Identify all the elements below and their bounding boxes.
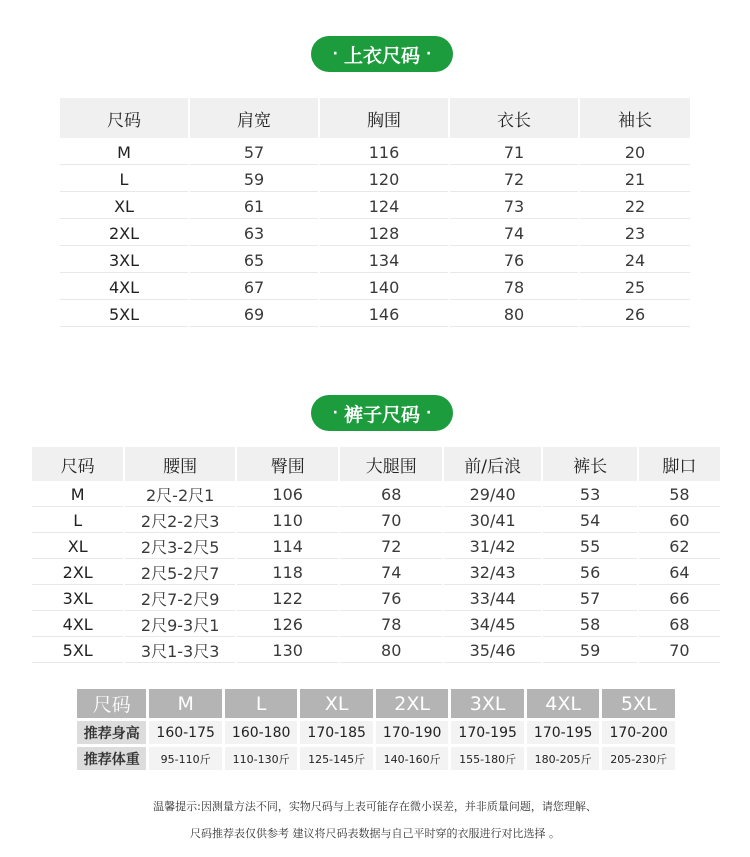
- size-cell: 3XL: [60, 248, 188, 273]
- size-cell: XL: [32, 535, 123, 559]
- table-cell: 35/46: [444, 639, 541, 663]
- table-cell: 106: [237, 483, 339, 507]
- table-cell: 31/42: [444, 535, 541, 559]
- table-cell: 20: [580, 140, 690, 165]
- column-header: 裤长: [543, 447, 636, 481]
- pants-size-title: 裤子尺码: [343, 403, 420, 426]
- table-cell: 68: [639, 613, 720, 637]
- table-cell: 126: [237, 613, 339, 637]
- table-cell: 130: [237, 639, 339, 663]
- table-cell: 134: [320, 248, 448, 273]
- table-cell: 54: [543, 509, 636, 533]
- table-cell: 110: [237, 509, 339, 533]
- pants-size-title-badge: [311, 395, 453, 431]
- table-cell: 80: [340, 639, 442, 663]
- height-cell: 170-190: [376, 721, 449, 744]
- table-cell: 25: [580, 275, 690, 300]
- size-cell: L: [32, 509, 123, 533]
- table-row: [60, 140, 690, 165]
- row-label: 推荐体重: [77, 747, 146, 770]
- pants-size-table: [30, 445, 722, 665]
- table-cell: 2尺9-3尺1: [125, 613, 235, 637]
- height-cell: 160-175: [149, 721, 222, 744]
- table-cell: 120: [320, 167, 448, 192]
- table-cell: 68: [340, 483, 442, 507]
- column-header: 臀围: [237, 447, 339, 481]
- table-cell: 2尺-2尺1: [125, 483, 235, 507]
- table-cell: 33/44: [444, 587, 541, 611]
- table-row: [60, 221, 690, 246]
- shirt-size-title: 上衣尺码: [343, 44, 420, 67]
- column-header: 尺码: [32, 447, 123, 481]
- column-header: 大腿围: [340, 447, 442, 481]
- table-cell: 2尺3-2尺5: [125, 535, 235, 559]
- size-cell: 5XL: [60, 302, 188, 327]
- size-cell: 3XL: [32, 587, 123, 611]
- table-row: [60, 248, 690, 273]
- table-cell: 78: [450, 275, 578, 300]
- column-header: 胸围: [320, 98, 448, 138]
- height-cell: 170-195: [527, 721, 600, 744]
- table-cell: 32/43: [444, 561, 541, 585]
- table-row: [32, 535, 720, 559]
- table-cell: 72: [450, 167, 578, 192]
- height-cell: 170-200: [602, 721, 675, 744]
- column-header: 前/后浪: [444, 447, 541, 481]
- table-row: [32, 509, 720, 533]
- table-cell: 70: [340, 509, 442, 533]
- size-header: 5XL: [602, 689, 675, 718]
- table-header-row: [60, 98, 690, 138]
- recommended-weight-row: [77, 747, 675, 770]
- table-cell: 128: [320, 221, 448, 246]
- table-cell: 76: [450, 248, 578, 273]
- size-cell: 2XL: [32, 561, 123, 585]
- table-cell: 2尺5-2尺7: [125, 561, 235, 585]
- recommended-height-row: [77, 721, 675, 744]
- height-cell: 160-180: [225, 721, 298, 744]
- weight-cell: 180-205斤: [527, 747, 600, 770]
- table-cell: 2尺2-2尺3: [125, 509, 235, 533]
- table-cell: 58: [543, 613, 636, 637]
- size-header: 4XL: [527, 689, 600, 718]
- table-cell: 69: [190, 302, 318, 327]
- table-row: [32, 587, 720, 611]
- size-header: 尺码: [77, 689, 146, 718]
- column-header: 衣长: [450, 98, 578, 138]
- column-header: 袖长: [580, 98, 690, 138]
- weight-cell: 125-145斤: [300, 747, 373, 770]
- notice-line-1: 温馨提示:因测量方法不同，实物尺码与上表可能存在微小误差，并非质量问题，请您理解、: [153, 800, 597, 813]
- column-header: 肩宽: [190, 98, 318, 138]
- table-cell: 55: [543, 535, 636, 559]
- table-cell: 21: [580, 167, 690, 192]
- table-cell: 60: [639, 509, 720, 533]
- bullet-dot-icon: ·: [332, 405, 338, 421]
- notice-line-2: 尺码推荐表仅供参考 建议将尺码表数据与自己平时穿的衣服进行对比选择 。: [190, 827, 560, 840]
- table-cell: 74: [340, 561, 442, 585]
- table-cell: 26: [580, 302, 690, 327]
- bullet-dot-icon: ·: [426, 405, 432, 421]
- table-row: [32, 613, 720, 637]
- table-cell: 59: [543, 639, 636, 663]
- weight-cell: 110-130斤: [225, 747, 298, 770]
- table-cell: 3尺1-3尺3: [125, 639, 235, 663]
- table-row: [60, 275, 690, 300]
- table-cell: 76: [340, 587, 442, 611]
- table-cell: 124: [320, 194, 448, 219]
- table-cell: 34/45: [444, 613, 541, 637]
- table-cell: 78: [340, 613, 442, 637]
- table-row: [32, 639, 720, 663]
- table-cell: 59: [190, 167, 318, 192]
- table-row: [60, 194, 690, 219]
- size-cell: 5XL: [32, 639, 123, 663]
- row-label: 推荐身高: [77, 721, 146, 744]
- height-cell: 170-185: [300, 721, 373, 744]
- table-cell: 72: [340, 535, 442, 559]
- table-cell: 64: [639, 561, 720, 585]
- table-cell: 61: [190, 194, 318, 219]
- shirt-size-table: [58, 96, 692, 329]
- table-cell: 73: [450, 194, 578, 219]
- size-cell: L: [60, 167, 188, 192]
- table-cell: 114: [237, 535, 339, 559]
- table-cell: 56: [543, 561, 636, 585]
- table-cell: 67: [190, 275, 318, 300]
- table-cell: 24: [580, 248, 690, 273]
- table-header-row: [77, 689, 675, 718]
- table-cell: 122: [237, 587, 339, 611]
- table-cell: 62: [639, 535, 720, 559]
- column-header: 尺码: [60, 98, 188, 138]
- table-cell: 146: [320, 302, 448, 327]
- table-cell: 80: [450, 302, 578, 327]
- table-cell: 23: [580, 221, 690, 246]
- size-cell: M: [32, 483, 123, 507]
- table-row: [60, 167, 690, 192]
- size-cell: M: [60, 140, 188, 165]
- table-cell: 71: [450, 140, 578, 165]
- table-cell: 118: [237, 561, 339, 585]
- table-cell: 30/41: [444, 509, 541, 533]
- weight-cell: 205-230斤: [602, 747, 675, 770]
- size-header: L: [225, 689, 298, 718]
- table-cell: 57: [543, 587, 636, 611]
- shirt-size-title-badge: [311, 36, 453, 72]
- table-header-row: [32, 447, 720, 481]
- size-cell: XL: [60, 194, 188, 219]
- table-cell: 2尺7-2尺9: [125, 587, 235, 611]
- size-header: 3XL: [451, 689, 524, 718]
- table-row: [60, 302, 690, 327]
- size-header: XL: [300, 689, 373, 718]
- table-cell: 66: [639, 587, 720, 611]
- size-cell: 2XL: [60, 221, 188, 246]
- table-row: [32, 483, 720, 507]
- table-cell: 22: [580, 194, 690, 219]
- height-cell: 170-195: [451, 721, 524, 744]
- table-cell: 57: [190, 140, 318, 165]
- table-cell: 58: [639, 483, 720, 507]
- table-cell: 65: [190, 248, 318, 273]
- size-header: 2XL: [376, 689, 449, 718]
- weight-cell: 140-160斤: [376, 747, 449, 770]
- size-cell: 4XL: [60, 275, 188, 300]
- weight-cell: 95-110斤: [149, 747, 222, 770]
- table-cell: 29/40: [444, 483, 541, 507]
- bullet-dot-icon: ·: [426, 46, 432, 62]
- table-cell: 53: [543, 483, 636, 507]
- size-header: M: [149, 689, 222, 718]
- bullet-dot-icon: ·: [332, 46, 338, 62]
- weight-cell: 155-180斤: [451, 747, 524, 770]
- table-cell: 74: [450, 221, 578, 246]
- size-recommendation-table: [74, 686, 678, 773]
- table-cell: 63: [190, 221, 318, 246]
- table-cell: 116: [320, 140, 448, 165]
- table-row: [32, 561, 720, 585]
- table-cell: 140: [320, 275, 448, 300]
- column-header: 腰围: [125, 447, 235, 481]
- table-cell: 70: [639, 639, 720, 663]
- size-cell: 4XL: [32, 613, 123, 637]
- column-header: 脚口: [639, 447, 720, 481]
